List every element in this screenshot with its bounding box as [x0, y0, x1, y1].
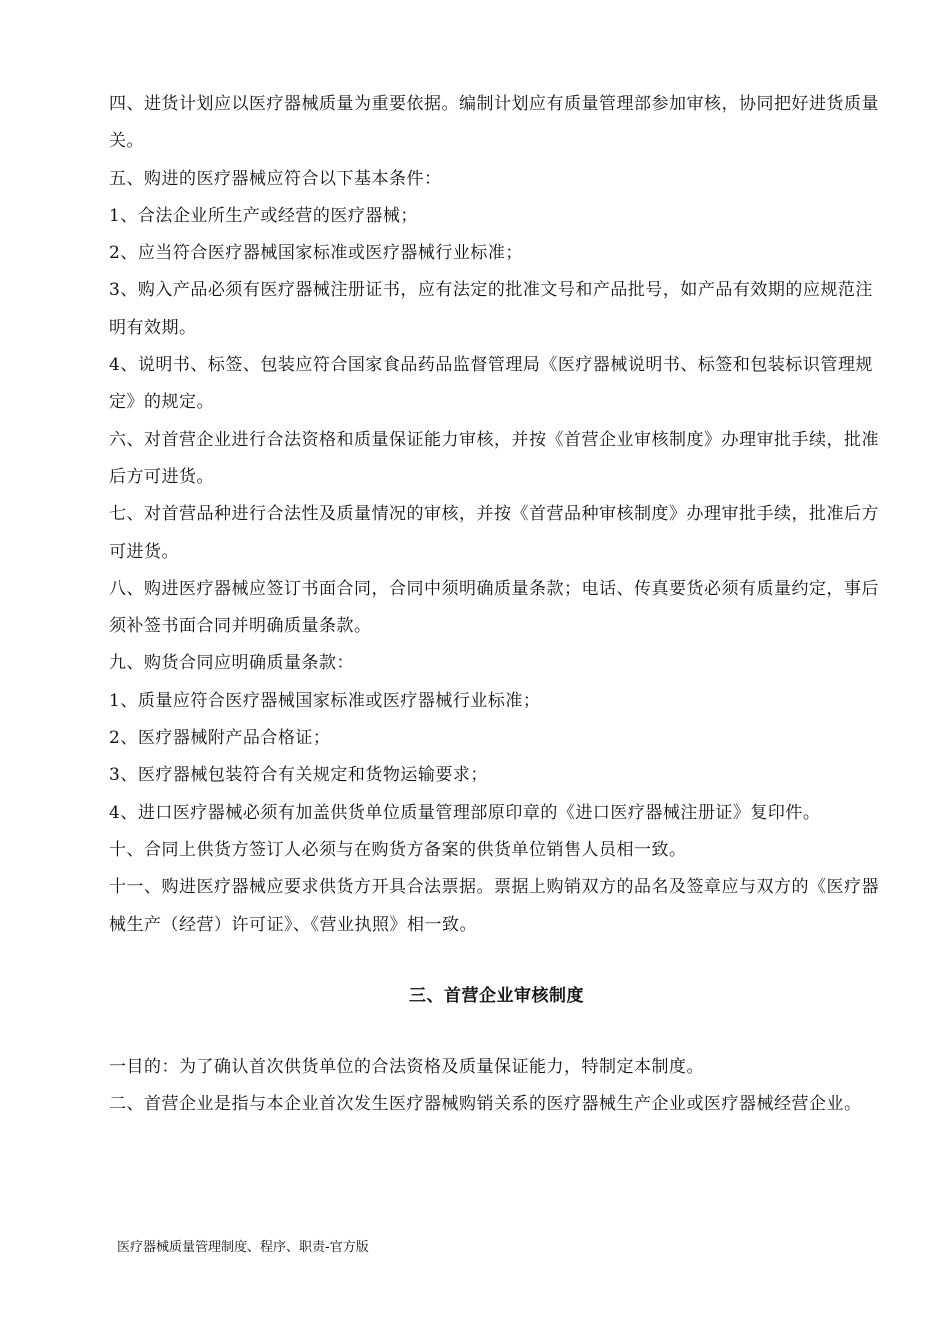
list-item: 2、医疗器械附产品合格证；: [109, 728, 331, 749]
list-item: 4、说明书、标签、包装应符合国家食品药品监督管理局《医疗器械说明书、标签和包装标识管理规定》的规定。: [109, 355, 873, 413]
document-body: [109, 86, 884, 1124]
spacer: [109, 1015, 884, 1049]
page-footer: 医疗器械质量管理制度、程序、职责-官方版: [117, 1240, 369, 1255]
section-title: 三、首营企业审核制度: [409, 985, 584, 1006]
paragraph-8: 八、购进医疗器械应签订书面合同，合同中须明确质量条款；电话、传真要货必须有质量约定，事后须补签书面合同并明确质量条款。: [109, 578, 879, 637]
list-item: 2、应当符合医疗器械国家标准或医疗器械行业标准；: [109, 243, 523, 264]
paragraph-11: 十一、购进医疗器械应要求供货方开具合法票据。票据上购销双方的品名及签章应与双方的《医疗器械生产（经营）许可证》、《营业执照》相一致。: [109, 877, 879, 935]
list-item: 4、进口医疗器械必须有加盖供货单位质量管理部原印章的《进口医疗器械注册证》复印件。: [109, 802, 821, 823]
paragraph-6: 六、对首营企业进行合法资格和质量保证能力审核，并按《首营企业审核制度》办理审批手续，批准后方可进货。: [109, 429, 879, 487]
paragraph-5: 五、购进的医疗器械应符合以下基本条件：: [109, 168, 442, 189]
paragraph-7: 七、对首营品种进行合法性及质量情况的审核，并按《首营品种审核制度》办理审批手续，批准后方可进货。: [109, 504, 879, 562]
list-item: 3、医疗器械包装符合有关规定和货物运输要求；: [109, 765, 488, 786]
spacer: [109, 944, 884, 978]
paragraph-9: 九、购货合同应明确质量条款：: [109, 653, 354, 674]
list-item: 1、合法企业所生产或经营的医疗器械；: [109, 205, 418, 226]
list-item: 3、购入产品必须有医疗器械注册证书，应有法定的批准文号和产品批号，如产品有效期的应规范注明有效期。: [109, 280, 873, 338]
paragraph-definition: 二、首营企业是指与本企业首次发生医疗器械购销关系的医疗器械生产企业或医疗器械经营企业。: [109, 1094, 862, 1115]
paragraph-10: 十、合同上供货方签订人必须与在购货方备案的供货单位销售人员相一致。: [109, 839, 687, 860]
list-item: 1、质量应符合医疗器械国家标准或医疗器械行业标准；: [109, 690, 541, 711]
paragraph-purpose: 一目的：为了确认首次供货单位的合法资格及质量保证能力，特制定本制度。: [109, 1057, 704, 1078]
paragraph-4: 四、进货计划应以医疗器械质量为重要依据。编制计划应有质量管理部参加审核，协同把好进货质量关。: [109, 94, 879, 152]
